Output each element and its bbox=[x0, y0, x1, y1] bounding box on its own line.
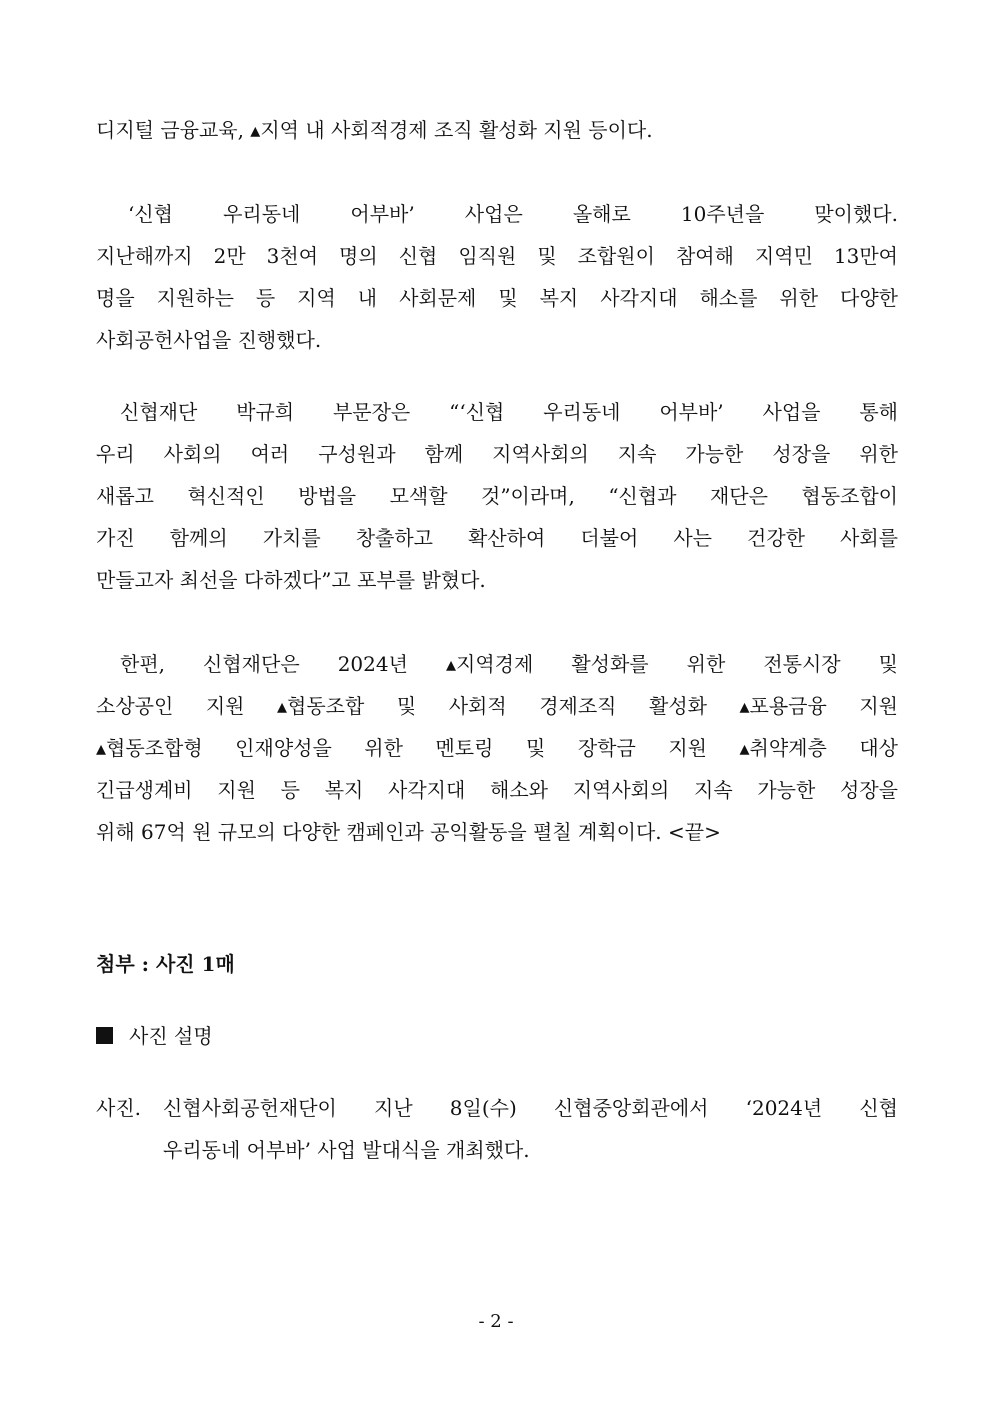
body-text-line: 긴급생계비 지원 등 복지 사각지대 해소와 지역사회의 지속 가능한 성장을 bbox=[96, 778, 898, 802]
body-text-line: 새롭고 혁신적인 방법을 모색할 것”이라며, “신협과 재단은 협동조합이 bbox=[96, 484, 898, 508]
photo-description-heading bbox=[96, 1022, 898, 1050]
body-text-line: 명을 지원하는 등 지역 내 사회문제 및 복지 사각지대 해소를 위한 다양한 bbox=[96, 286, 898, 310]
body-text-line: 한편, 신협재단은 2024년 ▴지역경제 활성화를 위한 전통시장 및 bbox=[120, 652, 898, 676]
section-heading-text: 사진 설명 bbox=[129, 1024, 213, 1048]
body-text-line: 우리 사회의 여러 구성원과 함께 지역사회의 지속 가능한 성장을 위한 bbox=[96, 442, 898, 466]
body-text-line: 사회공헌사업을 진행했다. bbox=[96, 328, 322, 352]
caption-label: 사진. bbox=[96, 1096, 141, 1120]
body-text-line: 위해 67억 원 규모의 다양한 캠페인과 공익활동을 펼칠 계획이다. <끝> bbox=[96, 820, 721, 844]
body-text-line: ▴협동조합형 인재양성을 위한 멘토링 및 장학금 지원 ▴취약계층 대상 bbox=[96, 736, 898, 760]
black-square-icon bbox=[96, 1027, 113, 1044]
body-text-line: 가진 함께의 가치를 창출하고 확산하여 더불어 사는 건강한 사회를 bbox=[96, 526, 898, 550]
body-text-line: 신협재단 박규희 부문장은 “‘신협 우리동네 어부바’ 사업을 통해 bbox=[120, 400, 898, 424]
caption-line: 우리동네 어부바’ 사업 발대식을 개최했다. bbox=[163, 1138, 530, 1162]
body-text-line: ‘신협 우리동네 어부바’ 사업은 올해로 10주년을 맞이했다. bbox=[128, 202, 898, 226]
page-number: - 2 - bbox=[478, 1311, 514, 1332]
body-text-line: 만들고자 최선을 다하겠다”고 포부를 밝혔다. bbox=[96, 568, 486, 592]
body-text-line: 소상공인 지원 ▴협동조합 및 사회적 경제조직 활성화 ▴포용금융 지원 bbox=[96, 694, 898, 718]
body-text-line: 디지털 금융교육, ▴지역 내 사회적경제 조직 활성화 지원 등이다. bbox=[96, 118, 653, 142]
attachment-title: 첨부 : 사진 1매 bbox=[96, 952, 235, 976]
body-text-line: 지난해까지 2만 3천여 명의 신협 임직원 및 조합원이 참여해 지역민 13만여 bbox=[96, 244, 898, 268]
caption-line: 신협사회공헌재단이 지난 8일(수) 신협중앙회관에서 ‘2024년 신협 bbox=[163, 1096, 898, 1120]
